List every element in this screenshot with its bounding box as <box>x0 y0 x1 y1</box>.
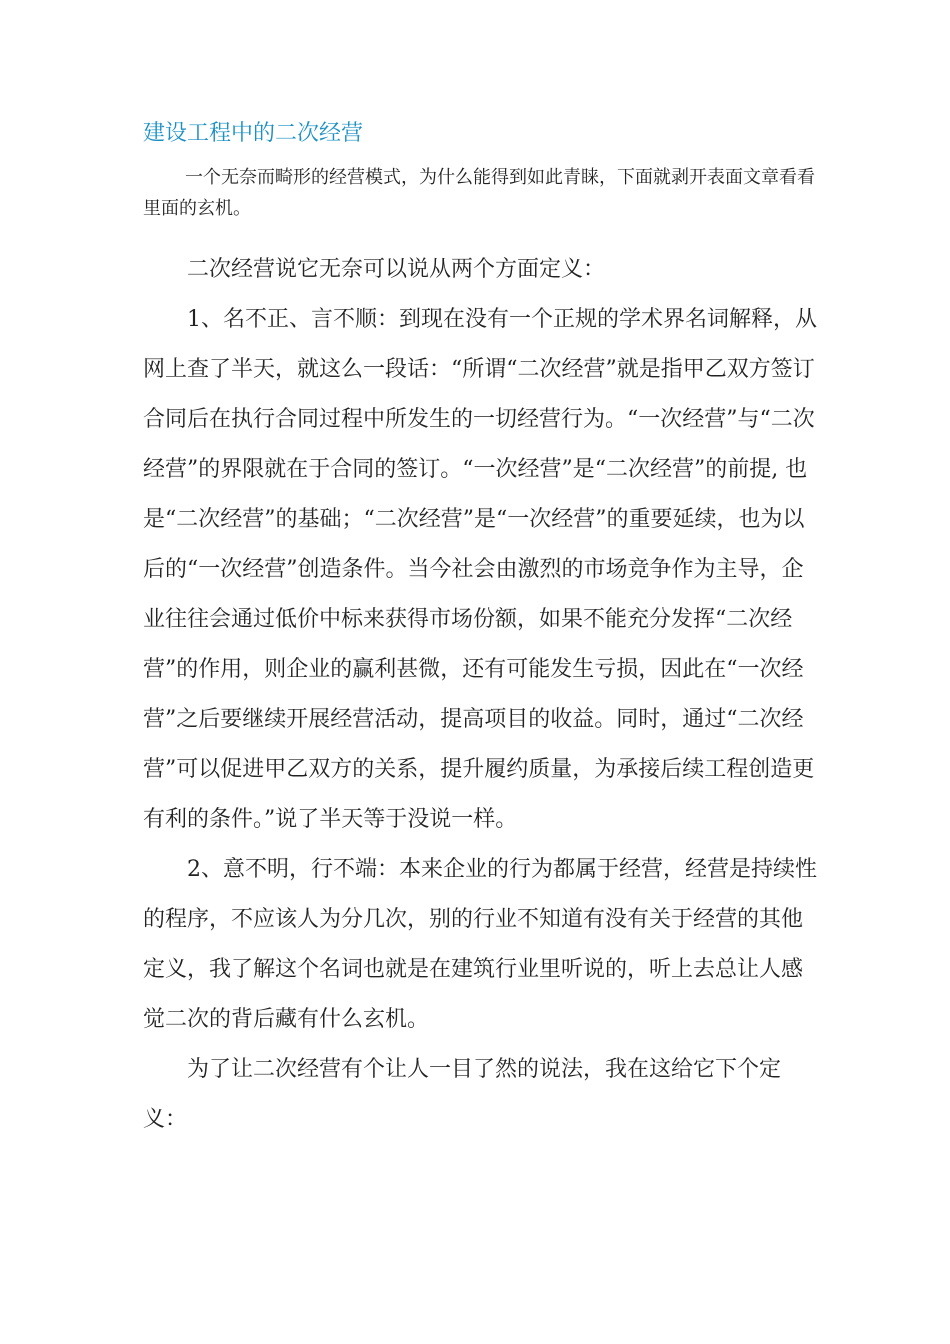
body-paragraph: 二次经营说它无奈可以说从两个方面定义： <box>187 257 606 282</box>
body-paragraph: 为了让二次经营有个让人一目了然的说法，我在这给它下个定义： <box>143 1057 782 1132</box>
intro-paragraph: 一个无奈而畸形的经营模式，为什么能得到如此青睐，下面就剥开表面文章看看里面的玄机。 <box>143 167 815 219</box>
body-paragraph: 2、意不明，行不端：本来企业的行为都属于经营，经营是持续性的程序，不应该人为分几次，别的行业不知道有没有关于经营的其他定义，我了解这个名词也就是在建筑行业里听说的，听上去总让人感觉二次的背后藏有什么玄机。 <box>143 857 817 1032</box>
document-title: 建设工程中的二次经营 <box>143 121 364 146</box>
body-paragraph: 1、名不正、言不顺：到现在没有一个正规的学术界名词解释，从网上查了半天，就这么一段话：“所谓“二次经营”就是指甲乙双方签订合同后在执行合同过程中所发生的一切经营行为。“一次经营”与“二次经营”的界限就在于合同的签订。“一次经营”是“二次经营”的前提, 也是“二次经营”的基础；“二次经营”是“一次经营”的重要延续，也为以后的“一次经营”创造条件。当今社会由激烈的市场竞争作为主导，企业往往会通过低价中标来获得市场份额，如果不能充分发挥“二次经营”的作用，则企业的赢利甚微，还有可能发生亏损，因此在“一次经营”之后要继续开展经营活动，提高项目的收益。同时，通过“二次经营”可以促进甲乙双方的关系，提升履约质量，为承接后续工程创造更有利的条件。”说了半天等于没说一样。 <box>143 307 817 832</box>
